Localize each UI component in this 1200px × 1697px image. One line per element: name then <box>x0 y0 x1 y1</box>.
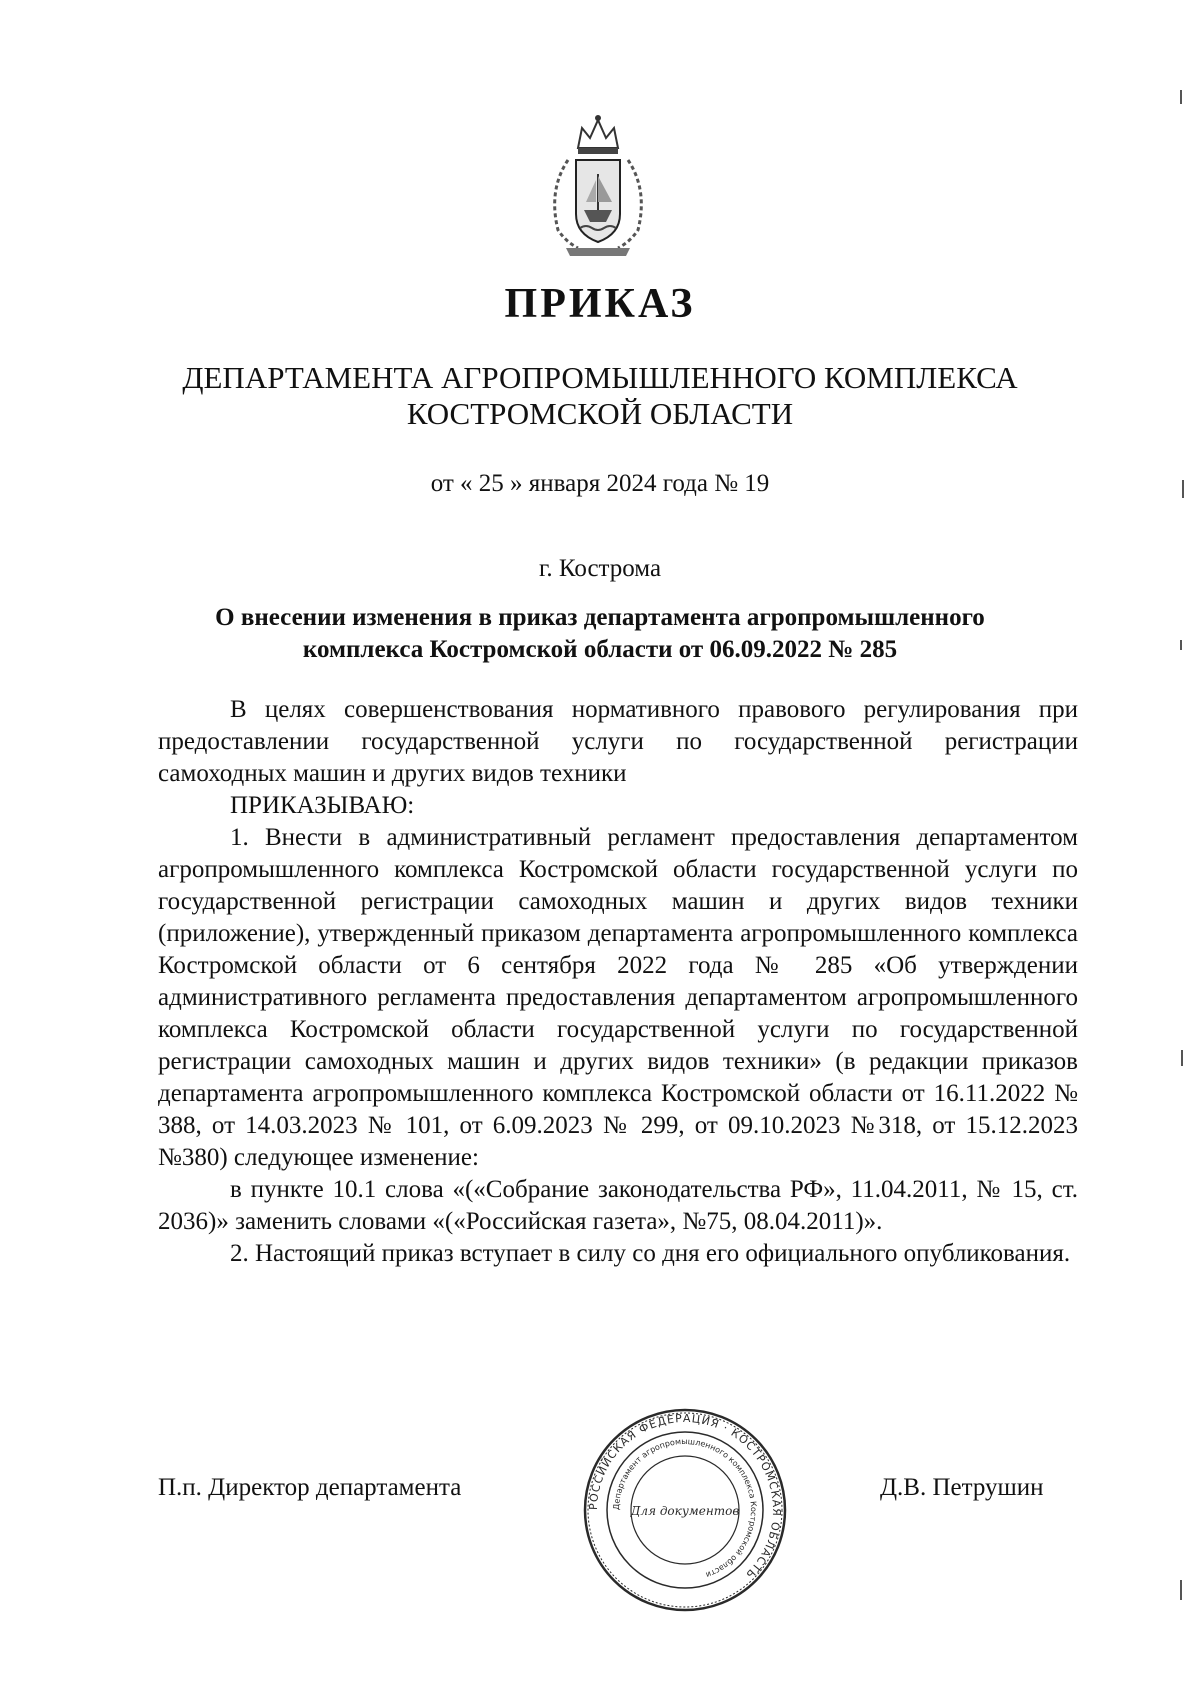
department-line-2: КОСТРОМСКОЙ ОБЛАСТИ <box>406 396 794 431</box>
item-2-paragraph: 2. Настоящий приказ вступает в силу со дня его официального опубликования. <box>230 1240 1071 1267</box>
item-1-paragraph: 1. Внести в административный регламент предоставления департаментом агропромышленного комплекса Костромской области государственной услуги по государственной регистрации самоходных машин и других видов техники (приложение), утвержденный приказом департамента агропромышленного комплекса Костромской области от 6 сентября 2022 года № 285 «Об утверждении административного регламента предоставления департаментом агропромышленного комплекса Костромской области государственной услуги по государственной регистрации самоходных машин и других видов техники» (в редакции приказов департамента агропромышленного комплекса Костромской области от 16.11.2022 № 388, от 14.03.2023 № 101, от 6.09.2023 № 299, от 09.10.2023 №318, от 15.12.2023 №380) следующее изменение: <box>158 824 1078 1171</box>
item-1-change-paragraph: в пункте 10.1 слова «(«Собрание законодательства РФ», 11.04.2011, № 15, ст. 2036)» заменить словами «(«Российская газета», №75, 08.04.2011)». <box>158 1176 1078 1235</box>
scan-artifact <box>1180 90 1182 104</box>
order-word: ПРИКАЗЫВАЮ: <box>230 792 415 819</box>
order-subject <box>0 602 1200 666</box>
intro-paragraph: В целях совершенствования нормативного правового регулирования при предоставлении государственной услуги по государственной регистрации самоходных машин и других видов техники <box>158 696 1078 787</box>
subject-line-2: комплекса Костромской области от 06.09.2022 № 285 <box>302 636 898 663</box>
order-date-number: от « 25 » января 2024 года № 19 <box>430 470 770 497</box>
signatory-name: Д.В. Петрушин <box>880 1474 1044 1501</box>
scan-artifact <box>1180 640 1182 650</box>
scan-artifact <box>1180 1580 1182 1600</box>
scan-artifact <box>1182 480 1184 498</box>
city-line: г. Кострома <box>538 555 662 582</box>
department-line-1: ДЕПАРТАМЕНТА АГРОПРОМЫШЛЕННОГО КОМПЛЕКСА <box>182 360 1018 395</box>
seal-center-text: Для документов <box>630 1504 740 1518</box>
seal-inner-text: Департамент агропромышленного комплекса Костромской области <box>611 1436 759 1580</box>
official-seal-icon <box>580 1405 790 1615</box>
signatory-title: П.п. Директор департамента <box>158 1474 462 1501</box>
coat-of-arms-icon <box>538 110 658 260</box>
scan-artifact <box>1181 1050 1183 1066</box>
subject-line-1: О внесении изменения в приказ департамента агропромышленного <box>215 604 985 631</box>
department-name <box>0 360 1200 432</box>
document-title: ПРИКАЗ <box>504 281 696 327</box>
seal-outer-text: РОССИЙСКАЯ ФЕДЕРАЦИЯ · КОСТРОМСКАЯ ОБЛАСТЬ <box>586 1411 784 1582</box>
order-body <box>158 694 1078 1270</box>
